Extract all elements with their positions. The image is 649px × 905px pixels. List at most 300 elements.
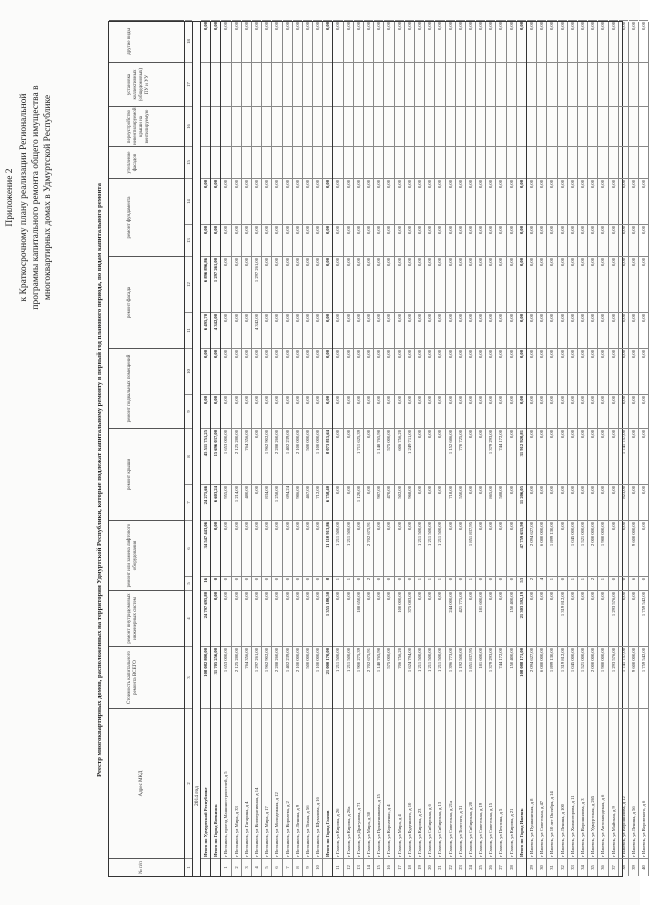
table-cell: 0,00 xyxy=(568,484,577,520)
column-number-row xyxy=(185,22,193,876)
table-cell: 0,00 xyxy=(446,256,455,312)
table-cell: 31 xyxy=(547,858,556,876)
table-cell: 0,00 xyxy=(639,224,648,256)
table-cell xyxy=(323,858,332,876)
table-cell xyxy=(486,146,495,178)
appendix-line: программы капитального ремонта общего имущества в xyxy=(31,85,41,310)
table-cell xyxy=(639,62,648,106)
table-cell: 0,00 xyxy=(344,484,353,520)
table-cell xyxy=(517,858,526,876)
table-cell: 0,00 xyxy=(446,348,455,394)
table-cell: Итого по Город Воткинск xyxy=(211,708,220,858)
table-cell: 0,00 xyxy=(466,394,475,428)
table-cell: 108 088 171,00 xyxy=(517,646,526,708)
column-header: ремонт подвальных помещений xyxy=(109,348,184,428)
table-cell: 1 297 261,00 xyxy=(252,646,261,708)
table-cell: 0,00 xyxy=(558,348,567,394)
table-cell: 0,00 xyxy=(344,20,353,62)
table-cell: 0,00 xyxy=(558,520,567,576)
table-cell: 0,00 xyxy=(313,178,322,224)
table-cell: 0,00 xyxy=(435,590,444,646)
table-cell: 0,00 xyxy=(517,178,526,224)
table-cell xyxy=(619,62,628,106)
table-cell: 1 100 000,00 xyxy=(313,428,322,484)
table-cell: 0,00 xyxy=(547,394,556,428)
table-cell: 0,00 xyxy=(303,312,312,348)
table-row xyxy=(405,22,415,876)
table-cell: 1 899 130,00 xyxy=(547,646,556,708)
table-cell: 2 288 260,00 xyxy=(272,646,281,708)
table-cell xyxy=(609,106,618,146)
table-cell xyxy=(242,106,251,146)
table-cell: 0 xyxy=(242,576,251,590)
table-cell: 2 125 280,00 xyxy=(232,428,241,484)
table-cell: 0,00 xyxy=(558,394,567,428)
table-cell: 0 xyxy=(272,576,281,590)
table-cell: 6 495,70 xyxy=(201,312,210,348)
table-cell: 23 xyxy=(456,858,465,876)
table-cell xyxy=(313,62,322,106)
table-cell xyxy=(619,106,628,146)
table-cell: 0,00 xyxy=(374,178,383,224)
table-cell xyxy=(588,62,597,106)
table-cell: 0,00 xyxy=(384,394,393,428)
table-cell: 0,00 xyxy=(578,348,587,394)
table-row xyxy=(211,22,221,876)
table-cell xyxy=(629,62,638,106)
table-cell: 0,00 xyxy=(507,520,516,576)
table-row xyxy=(598,22,608,876)
table-cell: 0,00 xyxy=(588,428,597,484)
table-cell: 0,00 xyxy=(364,312,373,348)
table-cell: 1 120,00 xyxy=(354,484,363,520)
table-cell: 0,00 xyxy=(283,394,292,428)
table-cell: 0,00 xyxy=(619,256,628,312)
table-cell: 0,00 xyxy=(262,20,271,62)
table-cell xyxy=(496,146,505,178)
table-cell: 0,00 xyxy=(466,178,475,224)
table-cell: 244 000,00 xyxy=(446,590,455,646)
appendix-title: Приложение 2 xyxy=(5,168,15,227)
table-cell: 0,00 xyxy=(598,178,607,224)
table-cell: 45 511 751,25 xyxy=(201,428,210,484)
table-cell: 0,00 xyxy=(639,178,648,224)
table-cell: 0,00 xyxy=(629,256,638,312)
table-cell: 955,00 xyxy=(221,484,230,520)
table-cell: 0,00 xyxy=(354,312,363,348)
table-cell: 0,00 xyxy=(252,394,261,428)
table-cell: Итого по Удмуртской Республике xyxy=(201,708,210,858)
table-cell: 21 303 592,19 xyxy=(517,590,526,646)
table-cell: 0,00 xyxy=(547,348,556,394)
table-cell: 6 603,24 xyxy=(211,484,220,520)
table-cell: 0,00 xyxy=(425,428,434,484)
table-cell: 0,00 xyxy=(466,20,475,62)
table-cell: 35 xyxy=(588,858,597,876)
table-cell: 0,00 xyxy=(446,394,455,428)
table-cell xyxy=(496,62,505,106)
table-row xyxy=(609,22,619,876)
table-cell: 0,00 xyxy=(527,312,536,348)
table-cell: 24 xyxy=(466,858,475,876)
table-row xyxy=(629,22,639,876)
table-cell xyxy=(507,62,516,106)
table-cell: 0,00 xyxy=(425,394,434,428)
table-cell: 0,00 xyxy=(323,224,332,256)
table-cell xyxy=(283,62,292,106)
table-cell xyxy=(507,146,516,178)
table-cell: 0,00 xyxy=(221,20,230,62)
table-cell: 2 xyxy=(364,576,373,590)
table-cell: 834,00 xyxy=(262,484,271,520)
table-cell: 1 851 837,95 xyxy=(466,646,475,708)
table-cell xyxy=(405,62,414,106)
table-cell: 0,00 xyxy=(221,178,230,224)
table-cell: 0,00 xyxy=(374,20,383,62)
table-cell: 0,00 xyxy=(313,348,322,394)
table-cell: 181 600,00 xyxy=(476,590,485,646)
table-cell: 0,00 xyxy=(395,224,404,256)
table-cell: 0,00 xyxy=(435,348,444,394)
table-body xyxy=(201,22,649,876)
table-cell: 1 980 000,00 xyxy=(598,520,607,576)
column-header: другие виды xyxy=(109,20,184,62)
table-row xyxy=(517,22,527,876)
table-cell: 0,00 xyxy=(496,256,505,312)
table-cell: 0,00 xyxy=(323,312,332,348)
table-cell: 1 653 000,00 xyxy=(221,428,230,484)
table-cell xyxy=(527,62,536,106)
table-row xyxy=(486,22,496,876)
table-cell: 718,00 xyxy=(446,484,455,520)
table-cell: г Ижевск, ул Пушкинская, д 8 xyxy=(527,708,536,858)
table-cell xyxy=(201,146,210,178)
table-cell: 0,00 xyxy=(466,224,475,256)
table-cell xyxy=(558,62,567,106)
table-cell: 0,00 xyxy=(588,394,597,428)
table-cell: 0,00 xyxy=(303,178,312,224)
table-cell xyxy=(629,106,638,146)
column-header: № п/п xyxy=(109,858,184,876)
table-cell: 0,00 xyxy=(527,178,536,224)
table-cell xyxy=(547,146,556,178)
column-number: 3 xyxy=(185,646,192,708)
table-cell: 0,00 xyxy=(639,520,648,576)
table-cell: 0,00 xyxy=(496,20,505,62)
table-cell: 0,00 xyxy=(333,394,342,428)
table-cell: 0,00 xyxy=(476,178,485,224)
table-cell: 0,00 xyxy=(384,590,393,646)
table-cell: 33 xyxy=(568,858,577,876)
column-number: 1 xyxy=(185,858,192,876)
table-cell: 500 000,00 xyxy=(303,428,312,484)
table-cell xyxy=(323,146,332,178)
table-cell: 0,00 xyxy=(496,224,505,256)
table-cell: 0,00 xyxy=(303,590,312,646)
table-cell: 0,00 xyxy=(425,20,434,62)
table-cell: 0,00 xyxy=(354,20,363,62)
table-cell: 38 xyxy=(619,858,628,876)
table-cell: 0,00 xyxy=(232,348,241,394)
table-cell: 0,00 xyxy=(395,178,404,224)
table-cell: 0,00 xyxy=(364,428,373,484)
table-cell: 0,00 xyxy=(415,224,424,256)
table-cell xyxy=(578,106,587,146)
table-cell xyxy=(425,62,434,106)
table-cell xyxy=(221,106,230,146)
table-cell: 0,00 xyxy=(507,256,516,312)
table-cell xyxy=(588,106,597,146)
table-cell: 11 xyxy=(333,858,342,876)
table-row xyxy=(415,22,425,876)
table-cell xyxy=(568,146,577,178)
table-cell: 0,00 xyxy=(588,348,597,394)
table-cell: 0,00 xyxy=(232,520,241,576)
table-cell: 0,00 xyxy=(558,178,567,224)
table-cell: 0,00 xyxy=(547,484,556,520)
table-cell xyxy=(313,146,322,178)
table-row xyxy=(466,22,476,876)
table-row xyxy=(456,22,466,876)
table-cell: 0,00 xyxy=(374,590,383,646)
table-cell: 39 xyxy=(629,858,638,876)
table-cell xyxy=(374,146,383,178)
table-cell xyxy=(364,146,373,178)
table-row xyxy=(547,22,557,876)
table-cell: 0,00 xyxy=(496,348,505,394)
table-cell: г Воткинск, ул Кооперативная, д 14 xyxy=(252,708,261,858)
table-cell: 1 xyxy=(547,576,556,590)
table-cell: 0,00 xyxy=(537,20,546,62)
table-cell: 181 600,00 xyxy=(476,646,485,708)
table-cell: 0,00 xyxy=(568,178,577,224)
table-cell: 0,00 xyxy=(558,484,567,520)
table-cell: г Глазов, ул Кирова, д 21 xyxy=(507,708,516,858)
table-cell xyxy=(333,146,342,178)
table-cell: 0,00 xyxy=(527,348,536,394)
table-cell: 0,00 xyxy=(588,256,597,312)
table-cell: 0,00 xyxy=(425,224,434,256)
table-cell: 0,00 xyxy=(486,394,495,428)
table-cell: 1 741 757,00 xyxy=(619,646,628,708)
table-cell: 1 759 542,00 xyxy=(639,590,648,646)
table-cell: 0,00 xyxy=(547,590,556,646)
table-cell: 0,00 xyxy=(547,224,556,256)
table-cell: 0,00 xyxy=(415,590,424,646)
table-cell xyxy=(435,106,444,146)
table-cell: 0,00 xyxy=(486,224,495,256)
table-cell: г Воткинск, ул Шувалова, д 16 xyxy=(313,708,322,858)
table-cell: 0,00 xyxy=(639,484,648,520)
table-cell xyxy=(547,62,556,106)
table-cell: 0,00 xyxy=(568,20,577,62)
column-number: 18 xyxy=(185,20,192,62)
table-cell: 770 725,00 xyxy=(456,428,465,484)
table-cell xyxy=(242,62,251,106)
table-cell: 28 xyxy=(507,858,516,876)
table-cell: 0,00 xyxy=(415,428,424,484)
table-cell xyxy=(446,146,455,178)
table-cell xyxy=(568,106,577,146)
table-cell: 2 094 627,00 xyxy=(527,520,536,576)
table-cell: 0,00 xyxy=(364,178,373,224)
table-cell xyxy=(272,62,281,106)
table-cell: 0,00 xyxy=(476,224,485,256)
table-cell: 0 xyxy=(395,576,404,590)
table-cell: 1 xyxy=(344,576,353,590)
table-cell: 0,00 xyxy=(568,312,577,348)
table-cell: 0,00 xyxy=(547,20,556,62)
table-cell: 986,00 xyxy=(293,484,302,520)
table-cell: 0,00 xyxy=(476,348,485,394)
table-cell: 0 xyxy=(262,576,271,590)
column-number: 16 xyxy=(185,106,192,146)
year-row xyxy=(193,22,201,876)
table-cell: 1 045 000,00 xyxy=(568,646,577,708)
table-cell: 1 211 500,00 xyxy=(344,520,353,576)
table-cell: 1 962 902,00 xyxy=(262,428,271,484)
table-cell xyxy=(211,146,220,178)
table-cell: 0,00 xyxy=(496,394,505,428)
table-cell: 0,00 xyxy=(364,484,373,520)
table-cell: 706 756,20 xyxy=(395,646,404,708)
table-cell: 0,00 xyxy=(344,394,353,428)
column-header: утепление фасадов xyxy=(109,146,184,178)
table-cell: 0,00 xyxy=(629,590,638,646)
table-cell: 150 400,00 xyxy=(507,646,516,708)
table-cell: 0,00 xyxy=(201,394,210,428)
table-cell xyxy=(354,106,363,146)
table-cell xyxy=(211,858,220,876)
table-cell: 0,00 xyxy=(578,224,587,256)
column-number: 5 xyxy=(185,576,192,590)
table-cell: 0,00 xyxy=(588,20,597,62)
table-cell: г Глазов, ул Толстого, д 31 xyxy=(456,708,465,858)
table-cell: 10 xyxy=(313,858,322,876)
table-cell: 0,00 xyxy=(333,178,342,224)
table-cell: 0,00 xyxy=(446,520,455,576)
table-cell xyxy=(323,62,332,106)
table-cell: 0 xyxy=(639,576,648,590)
table-cell: 2 xyxy=(588,576,597,590)
table-cell: 0,00 xyxy=(517,256,526,312)
table-cell: 31 705 256,00 xyxy=(211,646,220,708)
table-cell xyxy=(466,106,475,146)
table-cell: 0,00 xyxy=(395,312,404,348)
table-cell: 15 xyxy=(374,858,383,876)
table-cell: 0,00 xyxy=(232,394,241,428)
table-cell: 0,00 xyxy=(221,256,230,312)
table-cell: 0,00 xyxy=(537,394,546,428)
column-header: Стоимость капитального ремонта ВСЕГО xyxy=(109,646,184,708)
table-cell: 0,00 xyxy=(598,394,607,428)
table-cell xyxy=(201,62,210,106)
appendix-line: многоквартирных домах в Удмуртской Республике xyxy=(43,94,53,301)
table-cell: 0,00 xyxy=(374,256,383,312)
table-cell: г Ижевск, ул Автозаводская, д 6 xyxy=(598,708,607,858)
table-cell: г Воткинск, ул Королева, д 2 xyxy=(283,708,292,858)
table-cell xyxy=(446,106,455,146)
table-cell: 0,00 xyxy=(272,20,281,62)
table-cell xyxy=(344,106,353,146)
appendix-line: к Краткосрочному плану реализации Региональной xyxy=(19,93,29,302)
table-cell: г Ижевск, ул 10 лет Октября, д 14 xyxy=(547,708,556,858)
table-cell: 0,00 xyxy=(252,348,261,394)
table-cell: 0 xyxy=(374,576,383,590)
table-cell: 1 152 686,00 xyxy=(446,428,455,484)
table-cell: 9 600 000,00 xyxy=(629,520,638,576)
table-cell xyxy=(609,62,618,106)
table-cell: 0,00 xyxy=(609,394,618,428)
table-cell: г Воткинск, ул Ленина, д 9 xyxy=(293,708,302,858)
table-cell: 0,00 xyxy=(405,20,414,62)
table-cell: 0,00 xyxy=(629,20,638,62)
table-cell: 0,00 xyxy=(374,224,383,256)
table-cell: 16 xyxy=(384,858,393,876)
table-cell: 0,00 xyxy=(568,256,577,312)
table-cell: 1 148 765,98 xyxy=(374,646,383,708)
table-cell xyxy=(415,62,424,106)
table-cell: 0,00 xyxy=(598,20,607,62)
table-cell: 0,00 xyxy=(272,348,281,394)
table-cell: 0,00 xyxy=(364,20,373,62)
table-cell: 0,00 xyxy=(313,394,322,428)
table-cell: 0 xyxy=(252,576,261,590)
table-row xyxy=(303,22,313,876)
table-cell: 26 xyxy=(486,858,495,876)
table-cell: 0,00 xyxy=(507,348,516,394)
table-cell xyxy=(527,106,536,146)
table-cell: 27 xyxy=(496,858,505,876)
table-cell: 0,00 xyxy=(578,428,587,484)
table-cell: Итого по Город Глазов xyxy=(323,708,332,858)
column-header: ремонт фундамента xyxy=(109,178,184,256)
table-cell: 0,00 xyxy=(476,256,485,312)
table-cell: 0,00 xyxy=(537,224,546,256)
table-cell: 0,00 xyxy=(609,312,618,348)
table-cell: г Глазов, ул Пехтина, д 5 xyxy=(496,708,505,858)
table-cell: 24 797 695,80 xyxy=(201,590,210,646)
table-cell: 2 xyxy=(527,576,536,590)
table-cell: 0,00 xyxy=(252,590,261,646)
table-cell: 0,00 xyxy=(252,484,261,520)
table-cell: 15 696 037,00 xyxy=(211,428,220,484)
table-cell: 0,00 xyxy=(313,224,322,256)
column-number: 2 xyxy=(185,708,192,858)
table-cell xyxy=(384,146,393,178)
table-cell: 18 xyxy=(405,858,414,876)
table-cell: 0,00 xyxy=(242,224,251,256)
table-cell: 150 400,00 xyxy=(507,590,516,646)
table-cell: 0 xyxy=(619,576,628,590)
table-cell xyxy=(303,106,312,146)
table-cell: 0 xyxy=(496,576,505,590)
table-cell: 1 xyxy=(425,576,434,590)
table-cell: 1 211 500,00 xyxy=(435,646,444,708)
column-number: 13 xyxy=(185,224,192,256)
table-cell: 0,00 xyxy=(609,256,618,312)
table-cell: 6 758,40 xyxy=(323,484,332,520)
table-cell: 0,00 xyxy=(466,256,475,312)
table-cell: 1 xyxy=(568,576,577,590)
table-cell xyxy=(496,106,505,146)
table-cell: 0,00 xyxy=(364,394,373,428)
table-cell: 0,00 xyxy=(435,256,444,312)
table-cell: 21 000 170,00 xyxy=(323,646,332,708)
table-cell: 0,00 xyxy=(517,312,526,348)
table-cell: 34 547 443,06 xyxy=(201,520,210,576)
table-cell: 0,00 xyxy=(486,348,495,394)
